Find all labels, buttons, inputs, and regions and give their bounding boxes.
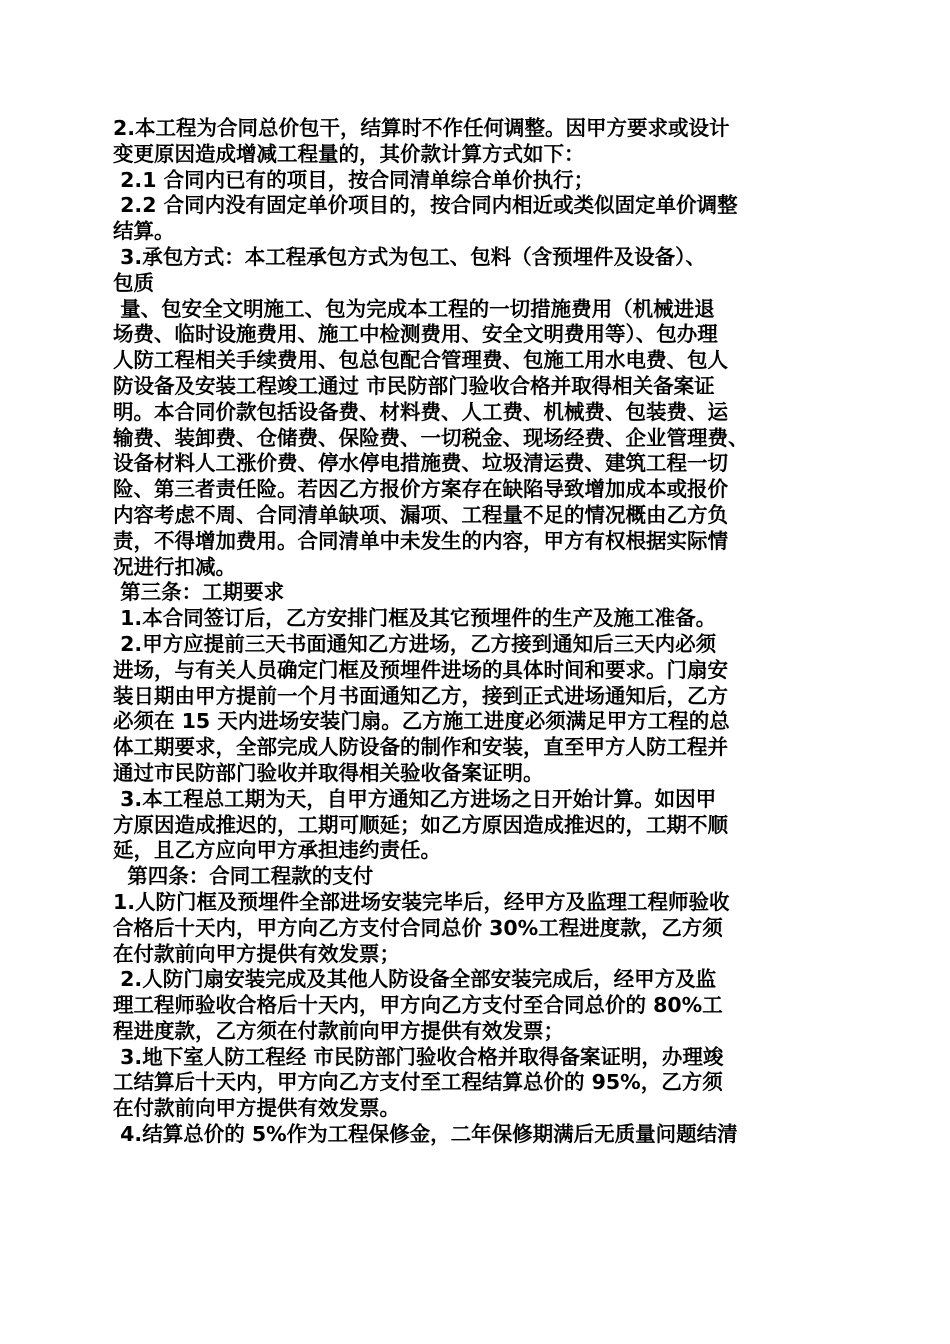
text-line: 人防工程相关手续费用、包总包配合管理费、包施工用水电费、包人 xyxy=(113,348,728,373)
text-line: 况进行扣减。 xyxy=(113,554,236,579)
text-line: 方原因造成推迟的，工期可顺延；如乙方原因造成推迟的，工期不顺 xyxy=(113,812,728,837)
text-line: 量、包安全文明施工、包为完成本工程的一切措施费用（机械进退 xyxy=(113,296,715,321)
text-line: 在付款前向甲方提供有效发票； xyxy=(113,941,400,966)
text-line: 程进度款，乙方须在付款前向甲方提供有效发票； xyxy=(113,1018,564,1043)
text-line: 合格后十天内，甲方向乙方支付合同总价 30%工程进度款，乙方须 xyxy=(113,915,723,940)
text-line: 变更原因造成增减工程量的，其价款计算方式如下： xyxy=(113,141,585,166)
text-line: 场费、临时设施费用、施工中检测费用、安全文明费用等）、包办理 xyxy=(113,322,718,347)
text-line: 必须在 15 天内进场安装门扇。乙方施工进度必须满足甲方工程的总 xyxy=(113,709,730,734)
text-line: 在付款前向甲方提供有效发票。 xyxy=(113,1096,400,1121)
text-line: 结算。 xyxy=(113,219,175,244)
text-line: 内容考虑不周、合同清单缺项、漏项、工程量不足的情况概由乙方负 xyxy=(113,502,728,527)
text-line: 责，不得增加费用。合同清单中未发生的内容，甲方有权根据实际情 xyxy=(113,528,728,553)
text-line: 险、第三者责任险。若因乙方报价方案存在缺陷导致增加成本或报价 xyxy=(113,477,728,502)
section-heading: 第三条：工期要求 xyxy=(113,580,285,605)
text-line: 3.承包方式：本工程承包方式为包工、包料（含预埋件及设备）、 xyxy=(113,244,706,269)
text-line: 4.结算总价的 5%作为工程保修金，二年保修期满后无质量问题结清 xyxy=(113,1122,738,1147)
text-line: 通过市民防部门验收并取得相关验收备案证明。 xyxy=(113,760,544,785)
text-line: 3.本工程总工期为天，自甲方通知乙方进场之日开始计算。如因甲 xyxy=(113,786,717,811)
text-line: 延，且乙方应向甲方承担违约责任。 xyxy=(113,838,441,863)
text-line: 设备材料人工涨价费、停水停电措施费、垃圾清运费、建筑工程一切 xyxy=(113,451,728,476)
text-line: 2.人防门扇安装完成及其他人防设备全部安装完成后，经甲方及监 xyxy=(113,967,717,992)
text-line: 3.地下室人防工程经 市民防部门验收合格并取得备案证明，办理竣 xyxy=(113,1044,724,1069)
text-line: 输费、装卸费、仓储费、保险费、一切税金、现场经费、企业管理费、 xyxy=(113,425,749,450)
text-line: 包质 xyxy=(113,270,154,295)
text-line: 1.人防门框及预埋件全部进场安装完毕后，经甲方及监理工程师验收 xyxy=(113,889,730,914)
text-line: 理工程师验收合格后十天内，甲方向乙方支付至合同总价的 80%工 xyxy=(113,993,723,1018)
text-line: 2.甲方应提前三天书面通知乙方进场，乙方接到通知后三天内必须 xyxy=(113,631,717,656)
text-line: 2.本工程为合同总价包干，结算时不作任何调整。因甲方要求或设计 xyxy=(113,116,730,140)
text-line: 进场，与有关人员确定门框及预埋件进场的具体时间和要求。门扇安 xyxy=(113,657,728,682)
text-line: 2.2 合同内没有固定单价项目的，按合同内相近或类似固定单价调整 xyxy=(113,193,738,218)
text-line: 装日期由甲方提前一个月书面通知乙方，接到正式进场通知后，乙方 xyxy=(113,683,728,708)
text-line: 2.1 合同内已有的项目，按合同清单综合单价执行； xyxy=(113,167,595,192)
text-line: 防设备及安装工程竣工通过 市民防部门验收合格并取得相关备案证 xyxy=(113,373,715,398)
document-body xyxy=(113,116,843,1148)
text-line: 明。本合同价款包括设备费、材料费、人工费、机械费、包装费、运 xyxy=(113,399,728,424)
section-heading: 第四条：合同工程款的支付 xyxy=(113,864,374,889)
text-line: 体工期要求，全部完成人防设备的制作和安装，直至甲方人防工程并 xyxy=(113,735,728,760)
text-line: 工结算后十天内，甲方向乙方支付至工程结算总价的 95%，乙方须 xyxy=(113,1070,723,1095)
text-line: 1.本合同签订后，乙方安排门框及其它预埋件的生产及施工准备。 xyxy=(113,606,717,631)
